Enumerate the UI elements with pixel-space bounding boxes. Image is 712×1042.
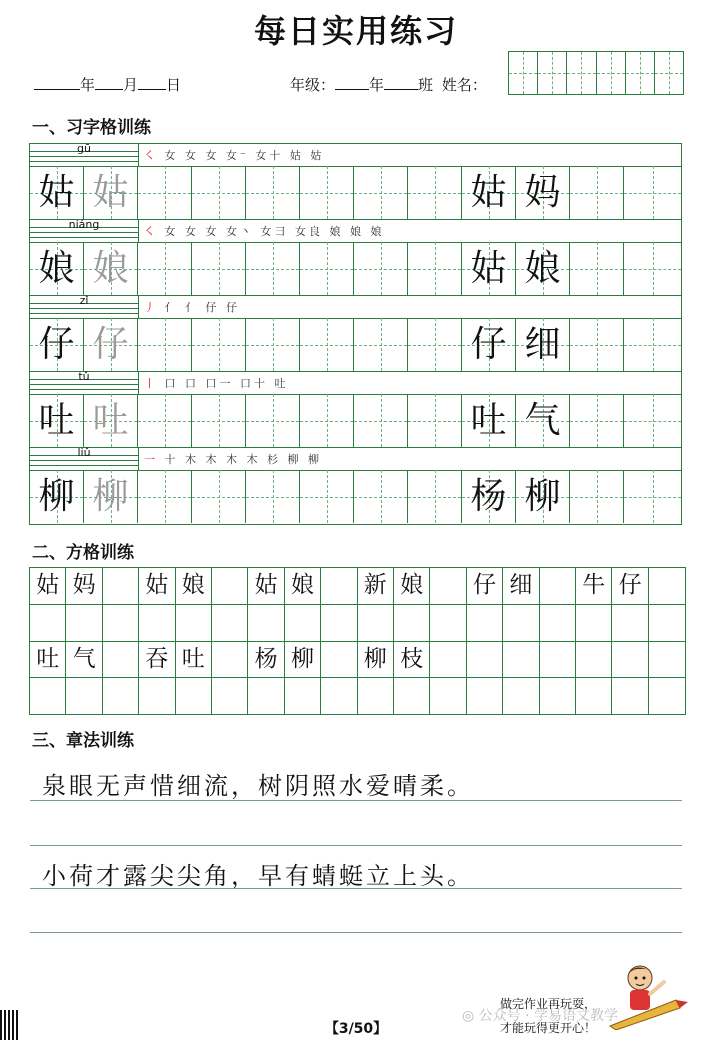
square-cell[interactable] <box>503 678 539 715</box>
tian-cell[interactable] <box>300 394 354 447</box>
writing-line <box>30 888 682 889</box>
trace-char: 娘 <box>92 248 129 289</box>
tian-cell[interactable] <box>246 470 300 523</box>
tian-cell[interactable] <box>138 318 192 371</box>
char-row <box>30 242 681 296</box>
square-cell[interactable] <box>649 678 685 715</box>
tian-cell[interactable] <box>84 242 138 295</box>
model-char: 杨 <box>470 476 507 517</box>
grade-year-label: 年 <box>369 76 385 94</box>
stroke-step: 女丶 <box>226 225 261 238</box>
square-cell[interactable] <box>321 605 357 642</box>
tian-cell[interactable] <box>30 470 84 523</box>
tian-cell[interactable] <box>246 394 300 447</box>
square-cell[interactable]: 妈 <box>66 568 102 605</box>
tian-cell[interactable] <box>300 470 354 523</box>
square-cell[interactable] <box>540 678 576 715</box>
stroke-step: 吐 <box>274 377 289 390</box>
model-char: 仔 <box>470 324 507 365</box>
square-cell[interactable] <box>540 642 576 679</box>
practice-grid <box>29 143 682 525</box>
square-cell[interactable] <box>649 642 685 679</box>
square-cell[interactable]: 仔 <box>612 568 648 605</box>
tian-cell[interactable] <box>300 318 354 371</box>
square-cell[interactable] <box>212 605 248 642</box>
tian-cell[interactable] <box>408 470 462 523</box>
page-number: 【3/50】 <box>324 1021 388 1037</box>
square-cell[interactable]: 娘 <box>285 568 321 605</box>
trace-char: 吐 <box>92 400 129 441</box>
square-cell[interactable] <box>103 642 139 679</box>
pinyin-box <box>30 448 139 470</box>
pinyin-text: niáng <box>68 218 100 231</box>
stroke-step: 亻 <box>185 301 206 314</box>
square-cell[interactable] <box>321 678 357 715</box>
stroke-step: 木 <box>226 453 247 466</box>
tian-cell[interactable] <box>408 318 462 371</box>
tian-cell[interactable] <box>354 394 408 447</box>
model-char: 气 <box>524 400 561 441</box>
tian-cell[interactable] <box>570 394 624 447</box>
grade-class-line <box>290 74 487 95</box>
model-char: 柳 <box>524 476 561 517</box>
square-cell[interactable] <box>176 678 212 715</box>
writing-line <box>30 932 682 933</box>
square-cell[interactable]: 牛 <box>576 568 612 605</box>
stroke-order <box>144 451 322 467</box>
stroke-step: 女 <box>164 225 185 238</box>
tian-cell[interactable] <box>516 470 570 523</box>
square-cell[interactable] <box>66 605 102 642</box>
pinyin-box <box>30 296 139 318</box>
stroke-order <box>144 375 289 391</box>
stroke-step: 柳 <box>308 453 322 466</box>
stroke-step: 丨 <box>144 377 165 390</box>
square-cell[interactable]: 新 <box>358 568 394 605</box>
square-cell[interactable] <box>321 568 357 605</box>
tian-cell[interactable] <box>354 166 408 219</box>
note-line-2: 才能玩得更开心！ <box>500 1021 597 1035</box>
stroke-step: 口 <box>164 377 185 390</box>
square-cell[interactable] <box>212 678 248 715</box>
watermark: ◎ 公众号 · 学易语文教学 <box>462 1008 619 1024</box>
tian-cell[interactable] <box>354 470 408 523</box>
model-char: 妈 <box>524 172 561 213</box>
char-row <box>30 470 681 523</box>
stroke-step: 女⁻ <box>226 149 256 162</box>
tian-cell[interactable] <box>624 318 681 371</box>
tian-cell[interactable] <box>30 242 84 295</box>
tian-cell[interactable] <box>624 394 681 447</box>
square-cell[interactable] <box>540 605 576 642</box>
page-title: 每日实用练习 <box>253 12 458 50</box>
square-cell[interactable] <box>467 678 503 715</box>
stroke-order <box>144 223 385 239</box>
square-cell[interactable] <box>212 642 248 679</box>
tian-cell[interactable] <box>624 470 681 523</box>
name-label: 姓名： <box>441 76 487 94</box>
square-cell[interactable] <box>30 605 66 642</box>
pinyin-row <box>30 296 681 319</box>
tian-cell[interactable] <box>570 470 624 523</box>
pinyin-row <box>30 144 681 167</box>
square-cell[interactable] <box>139 678 175 715</box>
date-line <box>34 74 181 95</box>
square-cell[interactable] <box>285 678 321 715</box>
stroke-step: 娘 <box>329 225 350 238</box>
square-cell[interactable] <box>430 678 466 715</box>
model-char: 姑 <box>470 248 507 289</box>
square-cell[interactable] <box>103 568 139 605</box>
stroke-step: 女 <box>164 149 185 162</box>
tian-cell[interactable] <box>516 318 570 371</box>
pinyin-row <box>30 220 681 243</box>
square-cell[interactable] <box>66 678 102 715</box>
square-cell[interactable]: 娘 <box>394 568 430 605</box>
stroke-step: 丿 <box>144 301 165 314</box>
tian-cell[interactable] <box>570 166 624 219</box>
square-cell[interactable]: 仔 <box>467 568 503 605</box>
name-box[interactable] <box>508 51 684 95</box>
model-char: 吐 <box>470 400 507 441</box>
stroke-step: 口 <box>185 377 206 390</box>
stroke-step: 女十 <box>255 149 290 162</box>
tian-cell[interactable] <box>192 242 246 295</box>
model-char: 娘 <box>524 248 561 289</box>
month-label: 月 <box>123 76 139 94</box>
square-cell[interactable] <box>612 642 648 679</box>
square-cell[interactable] <box>212 568 248 605</box>
char-row <box>30 394 681 448</box>
square-cell[interactable]: 吐 <box>176 642 212 679</box>
pinyin-box <box>30 144 139 166</box>
square-cell[interactable] <box>430 605 466 642</box>
stroke-step: 女 <box>185 149 206 162</box>
stroke-step: 仔 <box>205 301 226 314</box>
pinyin-row <box>30 372 681 395</box>
square-cell[interactable] <box>394 605 430 642</box>
pinyin-box <box>30 220 139 242</box>
model-char: 姑 <box>470 172 507 213</box>
stroke-order <box>144 147 324 163</box>
square-cell[interactable] <box>30 678 66 715</box>
stroke-step: 娘 <box>350 225 371 238</box>
tian-cell[interactable] <box>462 166 516 219</box>
stroke-step: 木 <box>185 453 206 466</box>
square-cell[interactable]: 枝 <box>394 642 430 679</box>
stroke-step: 姑 <box>289 149 311 162</box>
square-cell[interactable] <box>430 642 466 679</box>
stroke-step: ㇛ <box>144 149 165 162</box>
stroke-step: 十 <box>164 453 185 466</box>
square-cell[interactable]: 姑 <box>248 568 284 605</box>
tian-cell[interactable] <box>30 394 84 447</box>
trace-char: 柳 <box>92 476 129 517</box>
tian-cell[interactable] <box>138 394 192 447</box>
square-cell[interactable] <box>649 568 685 605</box>
tian-cell[interactable] <box>462 394 516 447</box>
tian-cell[interactable] <box>192 470 246 523</box>
trace-char: 仔 <box>92 324 129 365</box>
model-char: 吐 <box>38 400 75 441</box>
tian-cell[interactable] <box>300 166 354 219</box>
square-cell[interactable] <box>576 605 612 642</box>
tian-cell[interactable] <box>138 166 192 219</box>
square-cell[interactable] <box>358 678 394 715</box>
writing-line <box>30 845 682 846</box>
stroke-step: 女良 <box>295 225 330 238</box>
stroke-step: 一 <box>144 453 165 466</box>
model-char: 仔 <box>38 324 75 365</box>
year-label: 年 <box>80 76 96 94</box>
square-cell[interactable] <box>394 678 430 715</box>
tian-cell[interactable] <box>192 318 246 371</box>
model-char: 姑 <box>38 172 75 213</box>
tian-cell[interactable] <box>408 166 462 219</box>
square-cell[interactable]: 姑 <box>139 568 175 605</box>
square-cell[interactable] <box>358 605 394 642</box>
tian-cell[interactable] <box>84 470 138 523</box>
tian-cell[interactable] <box>354 318 408 371</box>
pinyin-row <box>30 448 681 471</box>
tian-cell[interactable] <box>138 470 192 523</box>
square-grid <box>29 567 686 715</box>
class-label: 班 <box>418 76 434 94</box>
tian-cell[interactable] <box>624 242 681 295</box>
section-3-heading: 三、章法训练 <box>32 731 134 751</box>
stroke-step: 杉 <box>267 453 288 466</box>
square-cell[interactable] <box>139 605 175 642</box>
stroke-order <box>144 299 240 315</box>
stroke-step: 女 <box>185 225 206 238</box>
square-cell[interactable] <box>176 605 212 642</box>
square-cell[interactable]: 气 <box>66 642 102 679</box>
tian-cell[interactable] <box>516 242 570 295</box>
square-cell[interactable]: 柳 <box>285 642 321 679</box>
square-cell[interactable] <box>467 605 503 642</box>
square-cell[interactable]: 姑 <box>30 568 66 605</box>
square-cell[interactable]: 吐 <box>30 642 66 679</box>
poem-line-1: 泉眼无声惜细流，树阴照水爱晴柔。 <box>42 772 474 800</box>
tian-cell[interactable] <box>462 242 516 295</box>
tian-cell[interactable] <box>516 394 570 447</box>
poem-line-2: 小荷才露尖尖角，早有蜻蜓立上头。 <box>42 862 474 890</box>
pinyin-text: zǐ <box>79 294 89 307</box>
tian-cell[interactable] <box>246 242 300 295</box>
square-cell[interactable] <box>612 678 648 715</box>
char-row <box>30 318 681 372</box>
tian-cell[interactable] <box>462 470 516 523</box>
square-cell[interactable]: 娘 <box>176 568 212 605</box>
tian-cell[interactable] <box>570 242 624 295</box>
stroke-step: 木 <box>246 453 267 466</box>
tian-cell[interactable] <box>300 242 354 295</box>
tian-cell[interactable] <box>246 166 300 219</box>
square-cell[interactable] <box>503 605 539 642</box>
tian-cell[interactable] <box>408 394 462 447</box>
square-cell[interactable] <box>503 642 539 679</box>
tian-cell[interactable] <box>138 242 192 295</box>
model-char: 柳 <box>38 476 75 517</box>
square-cell[interactable] <box>467 642 503 679</box>
writing-line <box>30 800 682 801</box>
pinyin-text: liǔ <box>77 446 91 459</box>
square-cell[interactable]: 柳 <box>358 642 394 679</box>
note-line-1: 做完作业再玩耍， <box>500 997 597 1011</box>
stroke-step: 亻 <box>164 301 185 314</box>
stroke-step: 娘 <box>370 225 385 238</box>
square-cell[interactable] <box>285 605 321 642</box>
tian-cell[interactable] <box>30 166 84 219</box>
section-1-heading: 一、习字格训练 <box>32 118 151 138</box>
square-cell[interactable] <box>321 642 357 679</box>
square-cell[interactable] <box>103 678 139 715</box>
tian-cell[interactable] <box>192 394 246 447</box>
square-cell[interactable]: 杨 <box>248 642 284 679</box>
square-cell[interactable] <box>248 678 284 715</box>
tian-cell[interactable] <box>192 166 246 219</box>
square-cell[interactable] <box>649 605 685 642</box>
tian-cell[interactable] <box>84 318 138 371</box>
stroke-step: 女彐 <box>260 225 295 238</box>
square-cell[interactable] <box>430 568 466 605</box>
square-cell[interactable]: 细 <box>503 568 539 605</box>
stroke-step: 木 <box>205 453 226 466</box>
stroke-step: ㇛ <box>144 225 165 238</box>
grade-label: 年级： <box>290 76 336 94</box>
tian-cell[interactable] <box>624 166 681 219</box>
pinyin-box <box>30 372 139 394</box>
tian-cell[interactable] <box>354 242 408 295</box>
stroke-step: 柳 <box>287 453 308 466</box>
trace-char: 姑 <box>92 172 129 213</box>
square-cell[interactable] <box>576 678 612 715</box>
tian-cell[interactable] <box>462 318 516 371</box>
tian-cell[interactable] <box>570 318 624 371</box>
square-cell[interactable] <box>103 605 139 642</box>
pinyin-text: gū <box>77 142 91 155</box>
pinyin-text: tǔ <box>78 370 90 383</box>
stroke-step: 女 <box>205 225 226 238</box>
tian-cell[interactable] <box>30 318 84 371</box>
tian-cell[interactable] <box>246 318 300 371</box>
stroke-step: 口十 <box>240 377 275 390</box>
stroke-step: 口一 <box>205 377 240 390</box>
stroke-step: 女 <box>205 149 226 162</box>
square-cell[interactable]: 吞 <box>139 642 175 679</box>
section-2-heading: 二、方格训练 <box>32 543 134 563</box>
char-row <box>30 166 681 220</box>
model-char: 细 <box>524 324 561 365</box>
square-cell[interactable] <box>248 605 284 642</box>
square-cell[interactable] <box>540 568 576 605</box>
tian-cell[interactable] <box>516 166 570 219</box>
stroke-step: 姑 <box>310 149 325 162</box>
square-cell[interactable] <box>576 642 612 679</box>
wechat-icon: ◎ <box>462 1008 475 1024</box>
model-char: 娘 <box>38 248 75 289</box>
day-label: 日 <box>166 76 182 94</box>
tian-cell[interactable] <box>84 166 138 219</box>
tian-cell[interactable] <box>408 242 462 295</box>
tian-cell[interactable] <box>84 394 138 447</box>
square-cell[interactable] <box>612 605 648 642</box>
stroke-step: 仔 <box>226 301 240 314</box>
